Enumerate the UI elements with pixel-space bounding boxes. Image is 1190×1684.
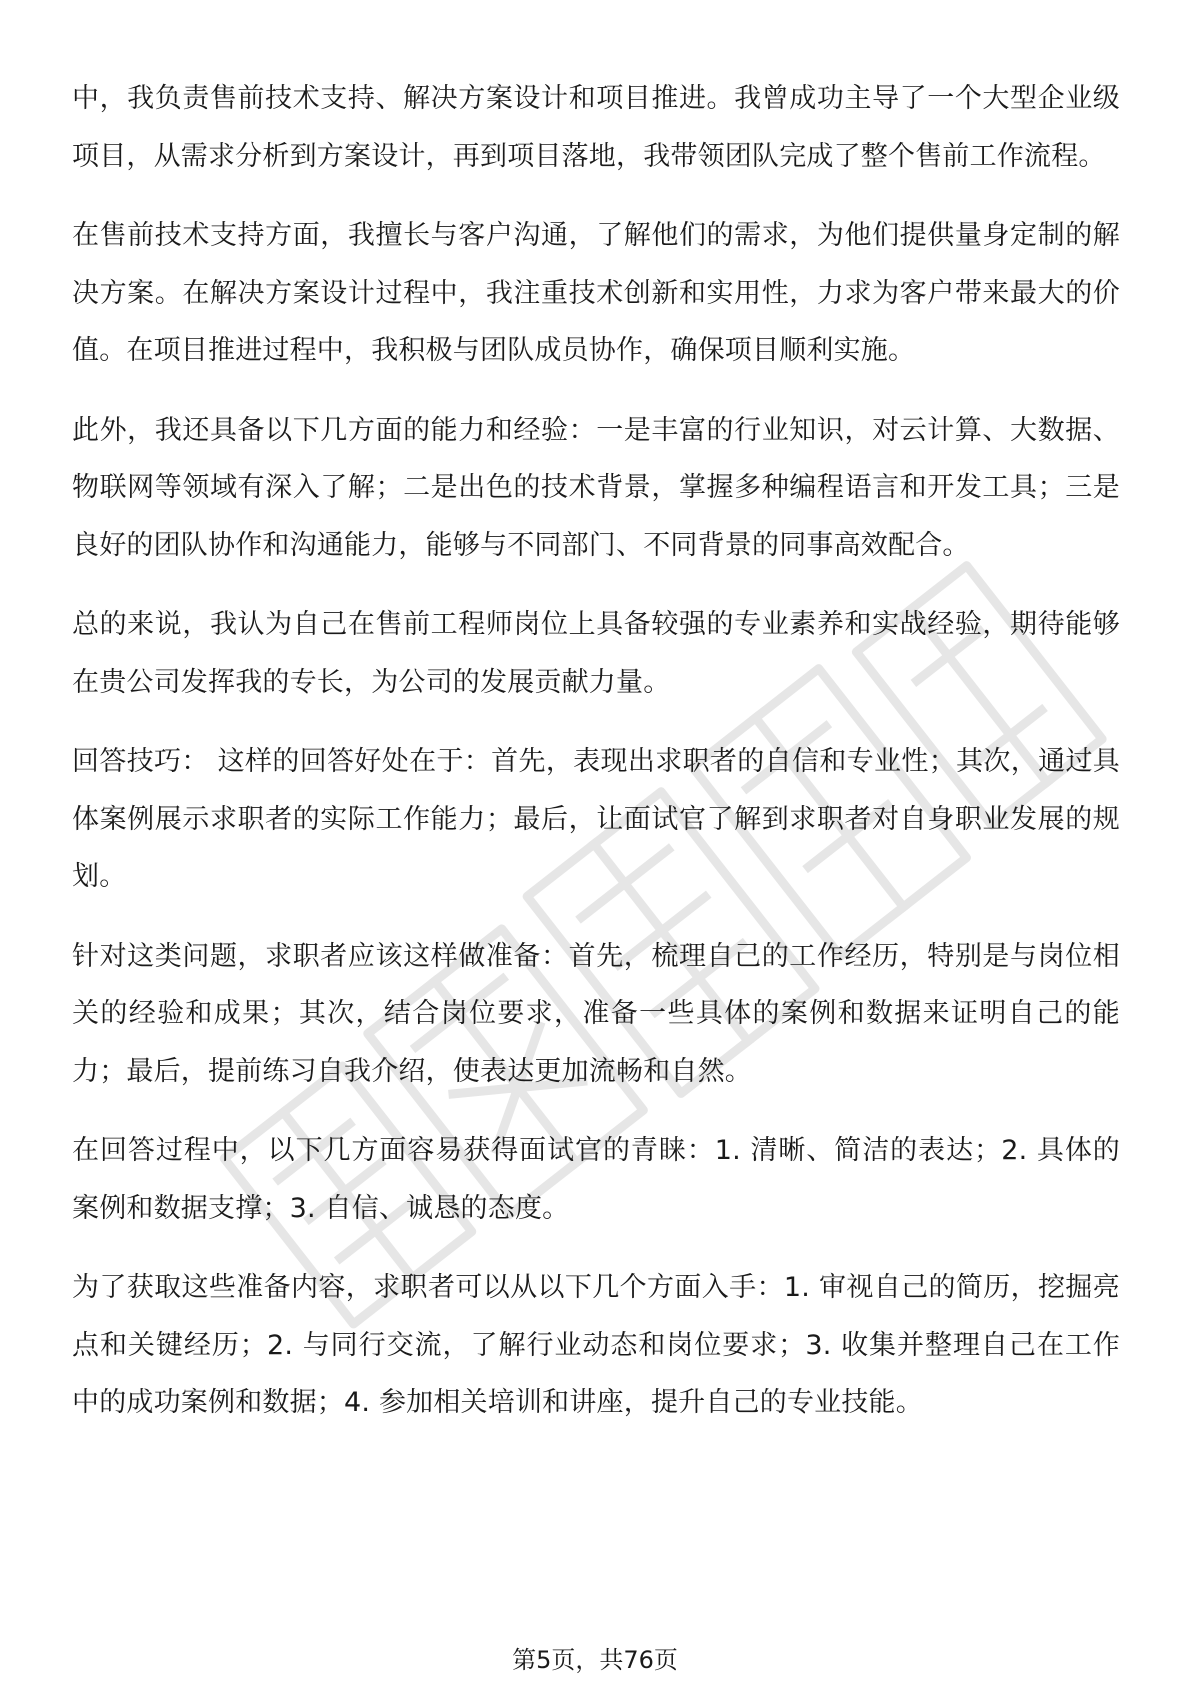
paragraph-4: 总的来说，我认为自己在售前工程师岗位上具备较强的专业素养和实战经验，期待能够在贵公司发挥我的专长，为公司的发展贡献力量。 [72, 609, 1120, 698]
paragraph-8: 为了获取这些准备内容，求职者可以从以下几个方面入手：1. 审视自己的简历，挖掘亮点和关键经历；2. 与同行交流，了解行业动态和岗位要求；3. 收集并整理自己在工作中的成功案例和数据；4. 参加相关培训和讲座，提升自己的专业技能。 [72, 1272, 1120, 1418]
paragraph-2: 在售前技术支持方面，我擅长与客户沟通，了解他们的需求，为他们提供量身定制的解决方案。在解决方案设计过程中，我注重技术创新和实用性，力求为客户带来最大的价值。在项目推进过程中，我积极与团队成员协作，确保项目顺利实施。 [72, 220, 1120, 366]
paragraph-1: 中，我负责售前技术支持、解决方案设计和项目推进。我曾成功主导了一个大型企业级项目，从需求分析到方案设计，再到项目落地，我带领团队完成了整个售前工作流程。 [72, 83, 1120, 172]
paragraph-7: 在回答过程中，以下几方面容易获得面试官的青睐：1. 清晰、简洁的表达；2. 具体的案例和数据支撑；3. 自信、诚恳的态度。 [72, 1135, 1120, 1224]
paragraph-6: 针对这类问题，求职者应该这样做准备：首先，梳理自己的工作经历，特别是与岗位相关的经验和成果；其次，结合岗位要求，准备一些具体的案例和数据来证明自己的能力；最后，提前练习自我介绍，使表达更加流畅和自然。 [72, 940, 1120, 1087]
paragraph-5: 回答技巧： 这样的回答好处在于：首先，表现出求职者的自信和专业性；其次，通过具体案例展示求职者的实际工作能力；最后，让面试官了解到求职者对自身职业发展的规划。 [72, 746, 1120, 892]
page-number: 第5页，共76页 [512, 1646, 678, 1674]
document-body [72, 18, 1120, 1454]
paragraph-3: 此外，我还具备以下几方面的能力和经验：一是丰富的行业知识，对云计算、大数据、物联网等领域有深入了解；二是出色的技术背景，掌握多种编程语言和开发工具；三是良好的团队协作和沟通能力，能够与不同部门、不同背景的同事高效配合。 [72, 414, 1120, 561]
